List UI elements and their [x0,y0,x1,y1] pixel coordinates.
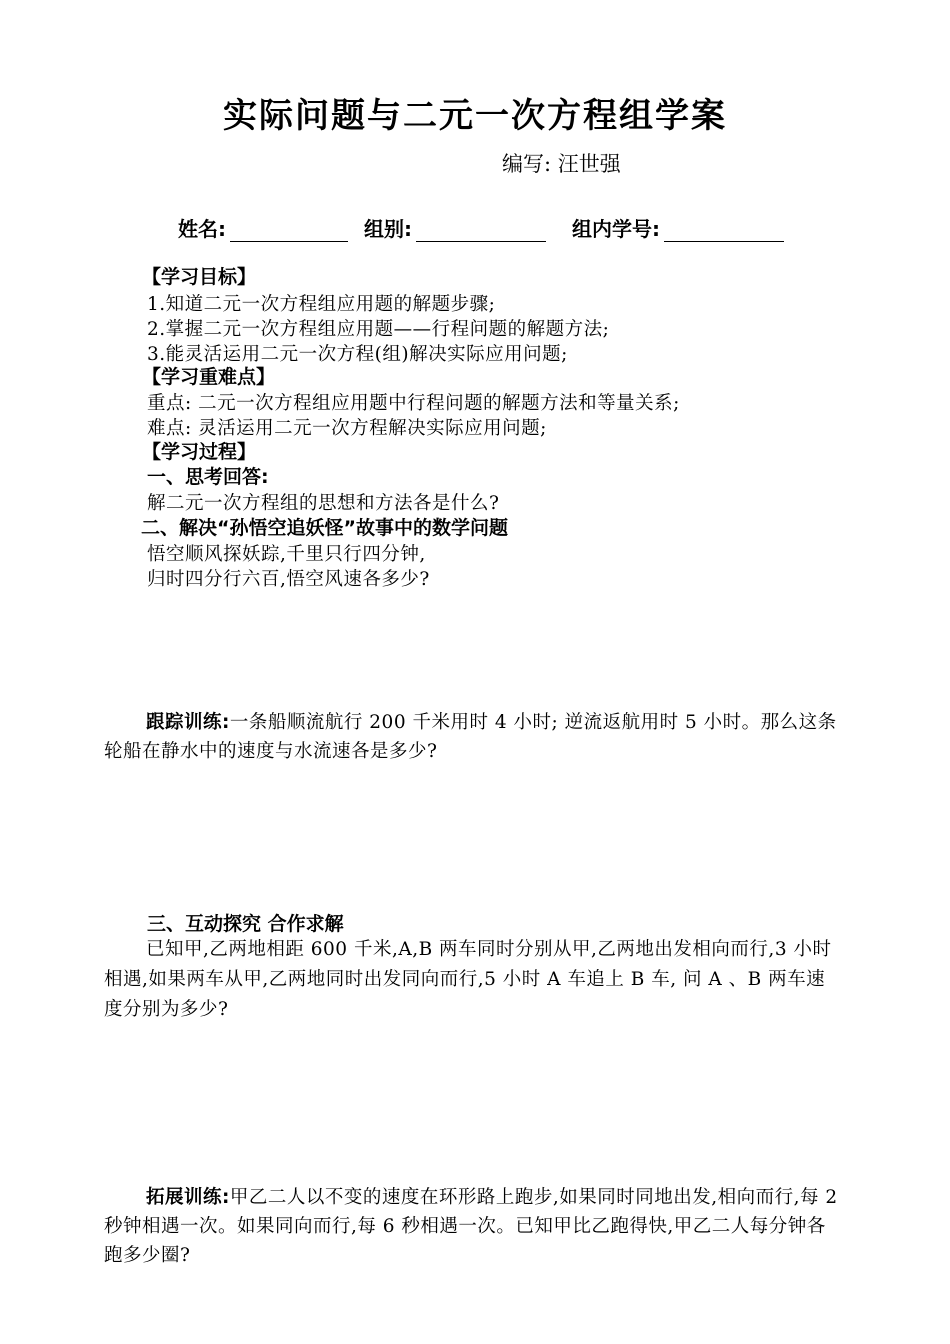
extension-exercise [104,1183,844,1270]
number-field[interactable] [572,213,784,242]
track-label: 跟踪训练: [146,712,230,733]
track-exercise [104,708,844,766]
poem-line: 归时四分行六百,悟空风速各多少? [147,569,430,590]
name-blank[interactable] [230,221,348,242]
section-2-heading: 二、解决“孙悟空追妖怪”故事中的数学问题 [141,517,508,539]
objective-item: 3.能灵活运用二元一次方程(组)解决实际应用问题; [147,344,568,365]
doc-title: 实际问题与二元一次方程组学案 [223,96,727,136]
difficult-point-text: 难点: 灵活运用二元一次方程解决实际应用问题; [147,418,547,439]
keypoints-heading: 【学习重难点】 [142,366,276,388]
key-point-text: 重点: 二元一次方程组应用题中行程问题的解题方法和等量关系; [147,393,680,414]
group-field[interactable] [364,213,546,242]
number-blank[interactable] [664,221,784,242]
group-blank[interactable] [416,221,546,242]
objectives-heading: 【学习目标】 [142,266,257,288]
extension-label: 拓展训练: [146,1187,230,1208]
author-line: 编写: 汪世强 [502,152,621,176]
section-3-problem: 已知甲,乙两地相距 600 千米,A,B 两车同时分别从甲,乙两地出发相向而行,3 小时相遇,如果两车从甲,乙两地同时出发同向而行,5 小时 A 车追上 B 车, 问 A 、B 两车速度分别为多少? [104,939,832,1020]
objective-item: 2.掌握二元一次方程组应用题——行程问题的解题方法; [147,319,610,340]
objective-item: 1.知道二元一次方程组应用题的解题步骤; [147,294,496,315]
process-heading: 【学习过程】 [142,441,257,463]
name-label: 姓名: [178,217,226,241]
extension-text: 甲乙二人以不变的速度在环形路上跑步,如果同时同地出发,相向而行,每 2 秒钟相遇一次。如果同向而行,每 6 秒相遇一次。已知甲比乙跑得快,甲乙二人每分钟各跑多少圈? [104,1187,838,1266]
section-1-heading: 一、思考回答: [147,466,269,488]
name-field[interactable] [178,213,348,242]
section-3-heading: 三、互动探究 合作求解 [147,913,344,935]
section-1-question: 解二元一次方程组的思想和方法各是什么? [147,493,500,514]
track-text: 一条船顺流航行 200 千米用时 4 小时; 逆流返航用时 5 小时。那么这条轮船在静水中的速度与水流速各是多少? [104,712,837,762]
group-label: 组别: [364,217,412,241]
poem-line: 悟空顺风探妖踪,千里只行四分钟, [147,544,426,565]
number-label: 组内学号: [572,217,660,241]
